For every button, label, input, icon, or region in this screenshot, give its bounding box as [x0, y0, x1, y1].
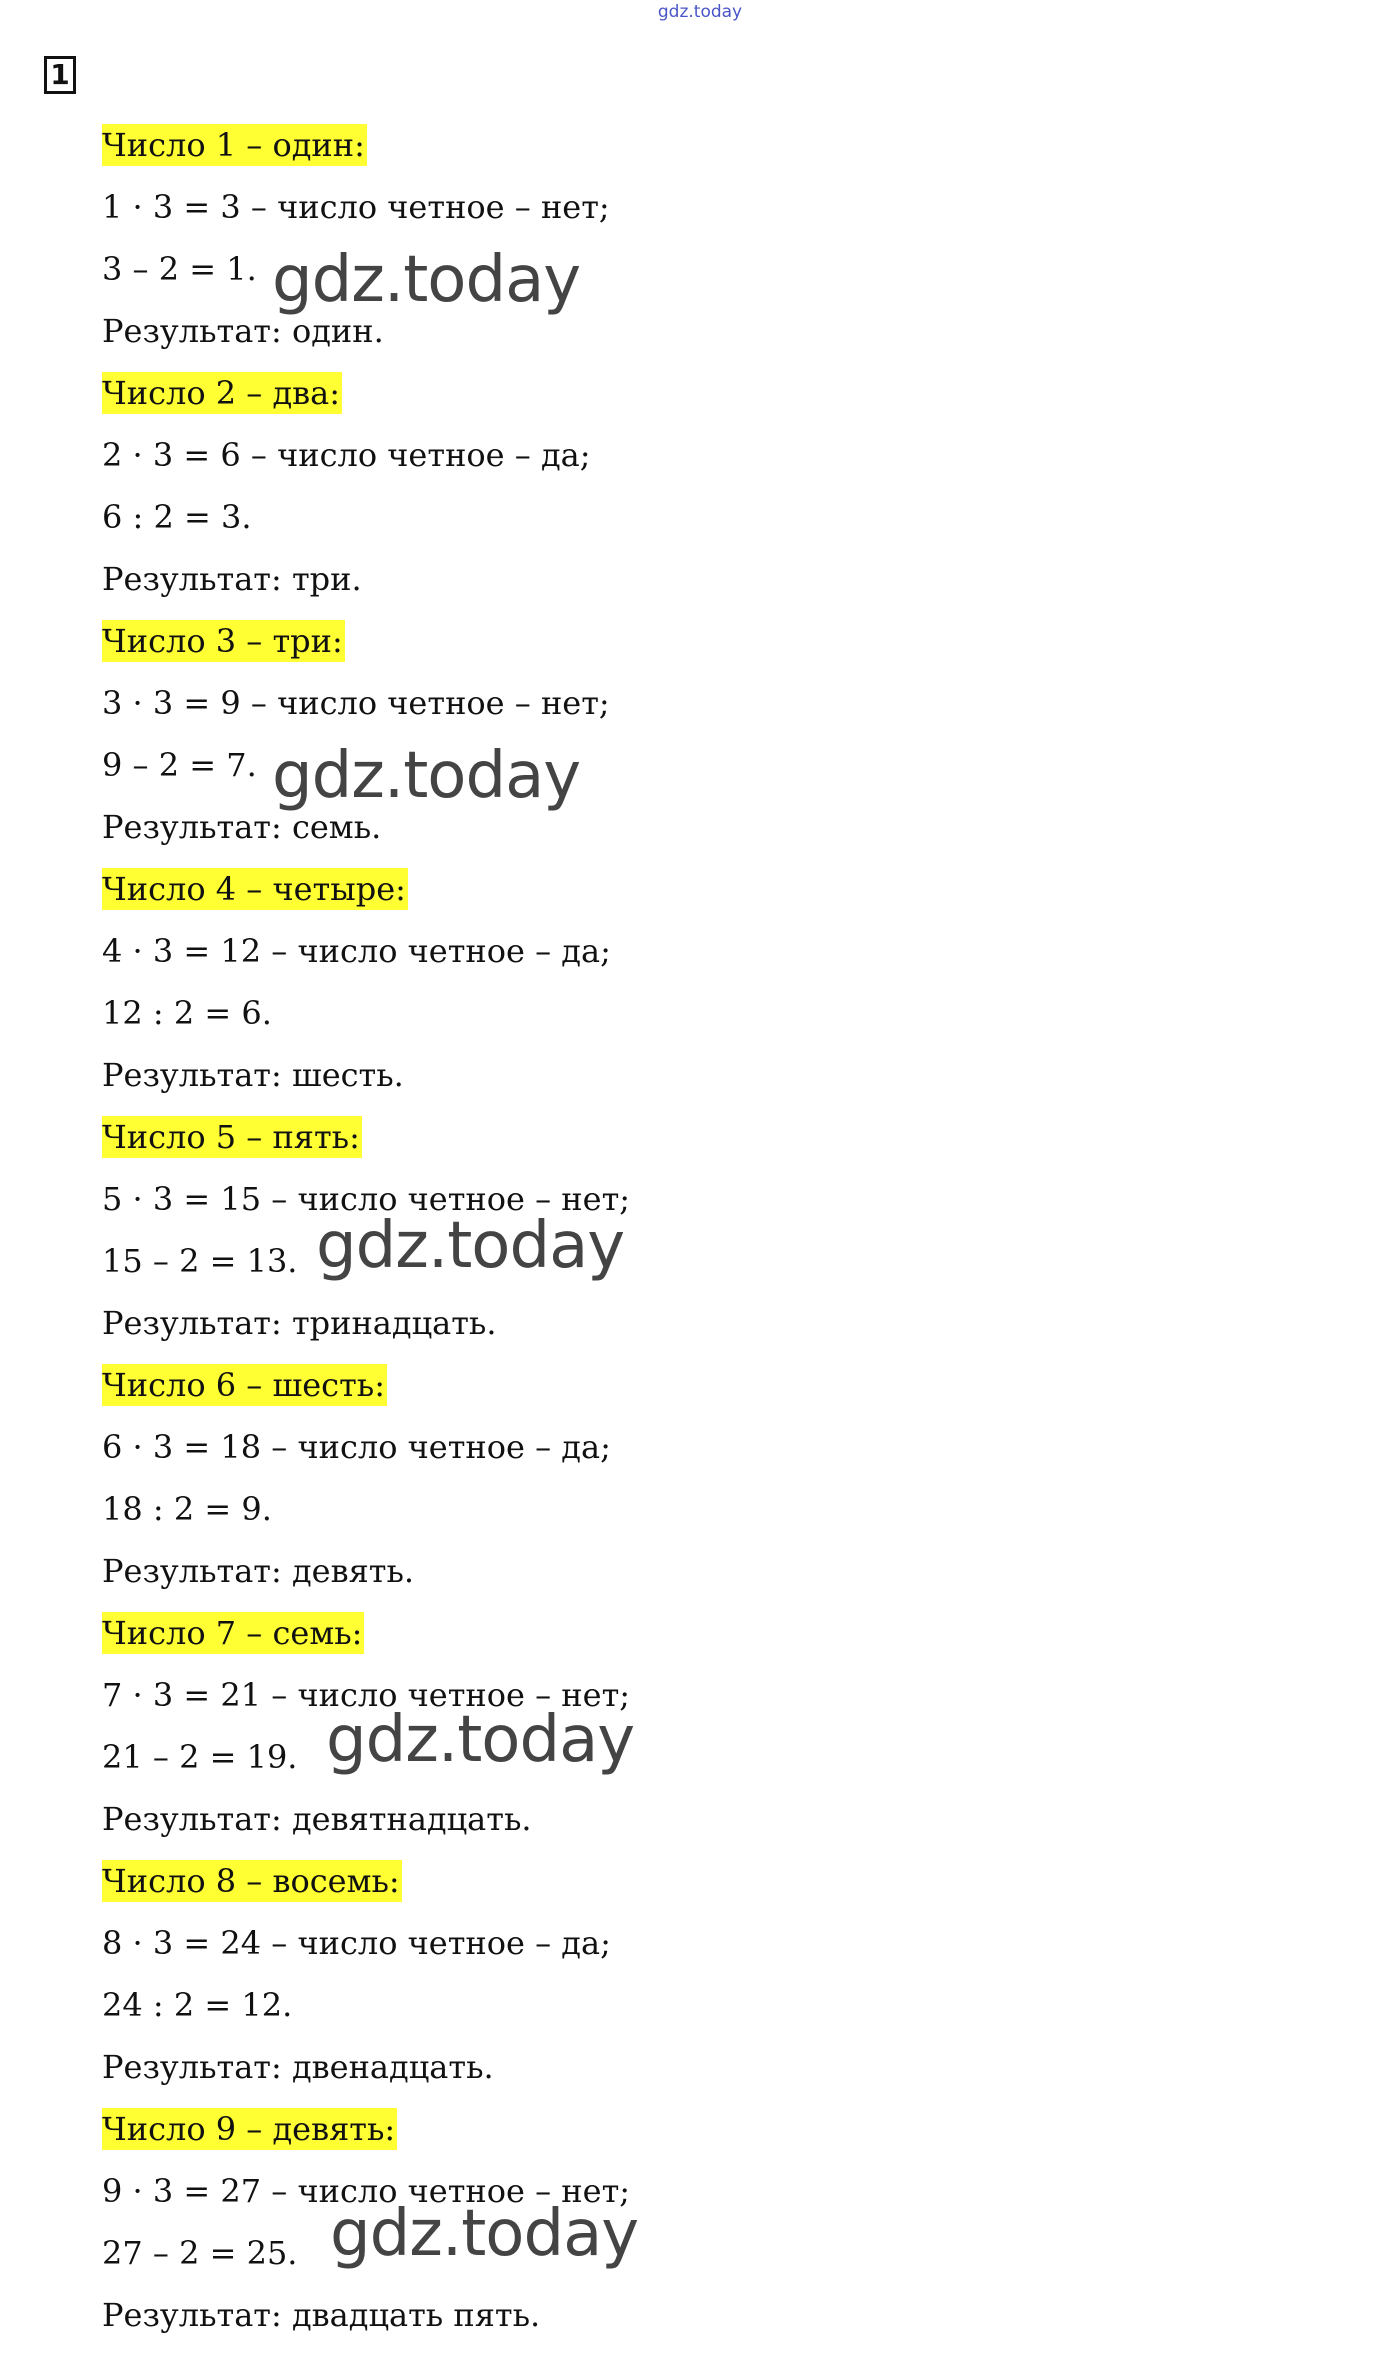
- result-line: Результат: три.: [102, 560, 362, 598]
- result-line: Результат: двадцать пять.: [102, 2296, 541, 2334]
- operation-line: 27 – 2 = 25.: [102, 2234, 298, 2272]
- multiplication-line: 6 · 3 = 18 – число четное – да;: [102, 1428, 611, 1466]
- multiplication-line: 7 · 3 = 21 – число четное – нет;: [102, 1676, 631, 1714]
- result-line: Результат: девятнадцать.: [102, 1800, 532, 1838]
- result-line: Результат: семь.: [102, 808, 382, 846]
- result-line: Результат: девять.: [102, 1552, 415, 1590]
- number-block-7: [102, 1602, 1202, 1850]
- watermark-overlay: gdz.today: [316, 1209, 625, 1283]
- operation-line: 24 : 2 = 12.: [102, 1986, 293, 2024]
- multiplication-line: 5 · 3 = 15 – число четное – нет;: [102, 1180, 631, 1218]
- result-line: Результат: один.: [102, 312, 384, 350]
- result-line: Результат: шесть.: [102, 1056, 404, 1094]
- multiplication-line: 1 · 3 = 3 – число четное – нет;: [102, 188, 610, 226]
- operation-line: 21 – 2 = 19.: [102, 1738, 298, 1776]
- block-heading: Число 7 – семь:: [102, 1614, 363, 1652]
- header-watermark: gdz.today: [657, 2, 743, 22]
- task-number-badge: 1: [44, 56, 76, 94]
- watermark-overlay: gdz.today: [330, 2197, 639, 2271]
- operation-line: 3 – 2 = 1.: [102, 250, 257, 288]
- watermark-overlay: gdz.today: [272, 739, 581, 813]
- operation-line: 9 – 2 = 7.: [102, 746, 257, 784]
- multiplication-line: 8 · 3 = 24 – число четное – да;: [102, 1924, 611, 1962]
- number-block-3: [102, 610, 1202, 858]
- result-line: Результат: тринадцать.: [102, 1304, 497, 1342]
- block-heading: Число 3 – три:: [102, 622, 343, 660]
- watermark-overlay: gdz.today: [326, 1703, 635, 1777]
- number-block-1: [102, 114, 1202, 362]
- watermark-overlay: gdz.today: [272, 243, 581, 317]
- block-heading: Число 5 – пять:: [102, 1118, 360, 1156]
- operation-line: 6 : 2 = 3.: [102, 498, 252, 536]
- result-line: Результат: двенадцать.: [102, 2048, 494, 2086]
- operation-line: 18 : 2 = 9.: [102, 1490, 272, 1528]
- block-heading: Число 9 – девять:: [102, 2110, 396, 2148]
- operation-line: 12 : 2 = 6.: [102, 994, 272, 1032]
- multiplication-line: 4 · 3 = 12 – число четное – да;: [102, 932, 611, 970]
- number-block-5: [102, 1106, 1202, 1354]
- number-block-2: [102, 362, 1202, 610]
- multiplication-line: 3 · 3 = 9 – число четное – нет;: [102, 684, 610, 722]
- number-block-8: [102, 1850, 1202, 2098]
- multiplication-line: 9 · 3 = 27 – число четное – нет;: [102, 2172, 631, 2210]
- number-block-6: [102, 1354, 1202, 1602]
- block-heading: Число 4 – четыре:: [102, 870, 406, 908]
- block-heading: Число 2 – два:: [102, 374, 341, 412]
- block-heading: Число 1 – один:: [102, 126, 365, 164]
- multiplication-line: 2 · 3 = 6 – число четное – да;: [102, 436, 591, 474]
- number-block-9: [102, 2098, 1202, 2346]
- block-heading: Число 6 – шесть:: [102, 1366, 385, 1404]
- operation-line: 15 – 2 = 13.: [102, 1242, 298, 1280]
- number-block-4: [102, 858, 1202, 1106]
- block-heading: Число 8 – восемь:: [102, 1862, 400, 1900]
- solution-content: [102, 114, 1202, 2346]
